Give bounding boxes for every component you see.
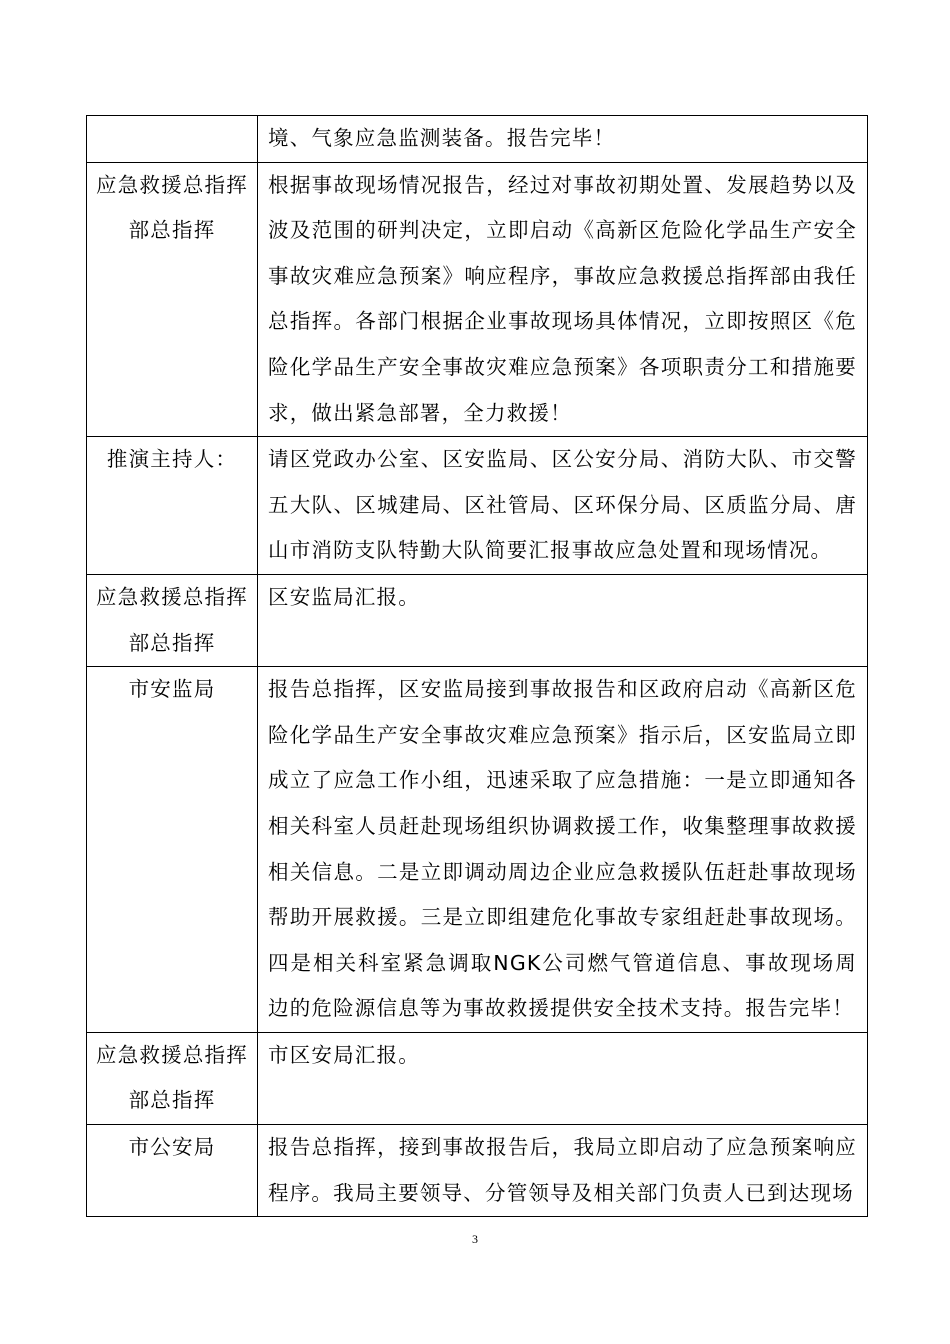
speech-cell: 请区党政办公室、区安监局、区公安分局、消防大队、市交警五大队、区城建局、区社管局、区环保分局、区质监分局、唐山市消防支队特勤大队简要汇报事故应急处置和现场情况。 (258, 437, 868, 575)
table-row (87, 1125, 868, 1217)
speech-cell: 报告总指挥，接到事故报告后，我局立即启动了应急预案响应程序。我局主要领导、分管领导及相关部门负责人已到达现场 (258, 1125, 868, 1217)
speaker-cell: 应急救援总指挥部总指挥 (87, 162, 258, 437)
speaker-cell: 市安监局 (87, 667, 258, 1033)
speech-cell: 报告总指挥，区安监局接到事故报告和区政府启动《高新区危险化学品生产安全事故灾难应急预案》指示后，区安监局立即成立了应急工作小组，迅速采取了应急措施：一是立即通知各相关科室人员赶赴现场组织协调救援工作，收集整理事故救援相关信息。二是立即调动周边企业应急救援队伍赶赴事故现场帮助开展救援。三是立即组建危化事故专家组赶赴事故现场。四是相关科室紧急调取NGK公司燃气管道信息、事故现场周边的危险源信息等为事故救援提供安全技术支持。报告完毕！ (258, 667, 868, 1033)
drill-script-table (86, 115, 868, 1217)
speech-cell: 区安监局汇报。 (258, 574, 868, 666)
speaker-cell: 市公安局 (87, 1125, 258, 1217)
speech-cell: 境、气象应急监测装备。报告完毕！ (258, 116, 868, 163)
table-row (87, 162, 868, 437)
speaker-cell: 应急救援总指挥部总指挥 (87, 1032, 258, 1124)
table-row (87, 116, 868, 163)
table-row (87, 437, 868, 575)
speaker-cell (87, 116, 258, 163)
table-row (87, 574, 868, 666)
page-number: 3 (472, 1232, 478, 1246)
speech-cell: 根据事故现场情况报告，经过对事故初期处置、发展趋势以及波及范围的研判决定，立即启动《高新区危险化学品生产安全事故灾难应急预案》响应程序，事故应急救援总指挥部由我任总指挥。各部门根据企业事故现场具体情况，立即按照区《危险化学品生产安全事故灾难应急预案》各项职责分工和措施要求，做出紧急部署，全力救援！ (258, 162, 868, 437)
speech-cell: 市区安局汇报。 (258, 1032, 868, 1124)
table-row (87, 667, 868, 1033)
speaker-cell: 应急救援总指挥部总指挥 (87, 574, 258, 666)
table-row (87, 1032, 868, 1124)
speaker-cell: 推演主持人： (87, 437, 258, 575)
